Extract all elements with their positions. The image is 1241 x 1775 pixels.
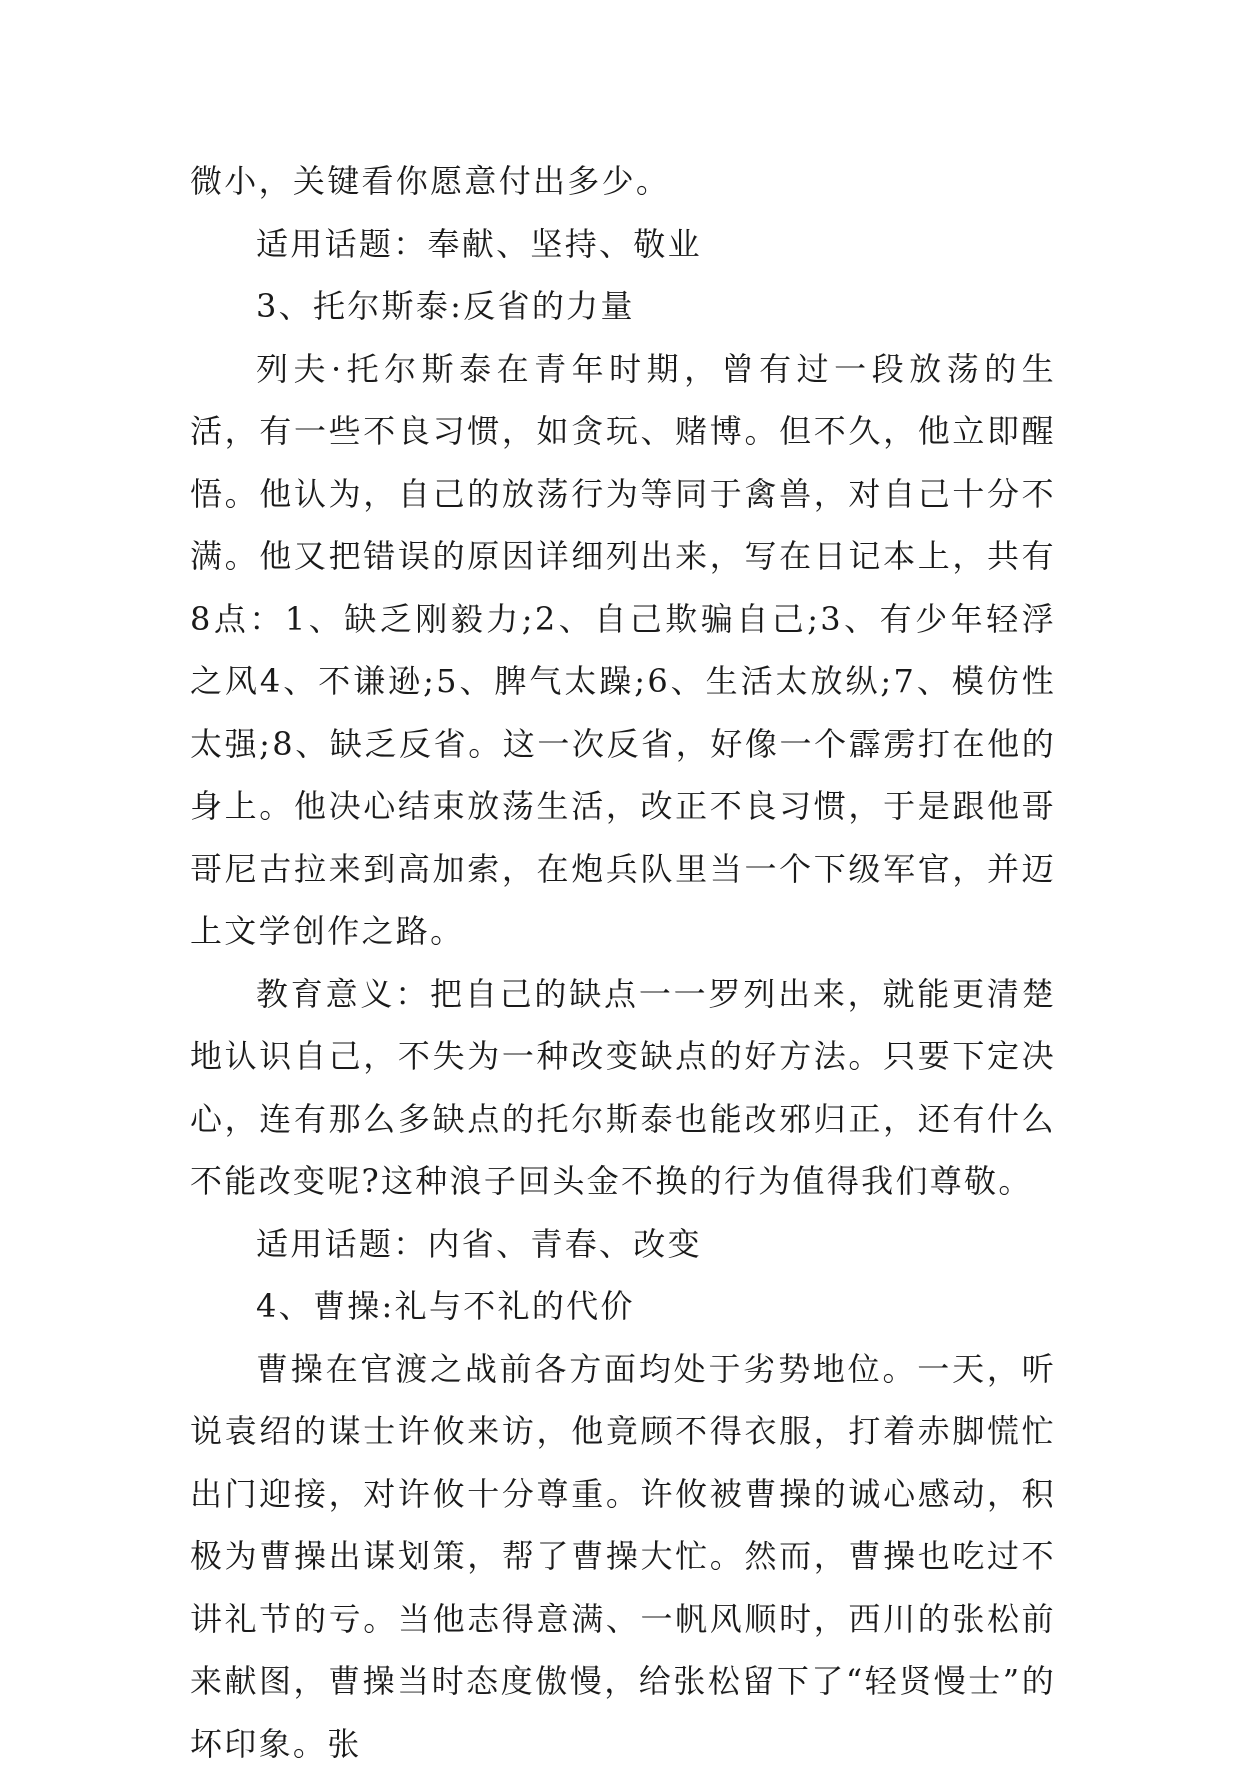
section-heading-tolstoy: 3、托尔斯泰:反省的力量: [190, 275, 1056, 338]
paragraph-topics-2: 适用话题：内省、青春、改变: [190, 1213, 1056, 1276]
paragraph-caocao-story: 曹操在官渡之战前各方面均处于劣势地位。一天，听说袁绍的谋士许攸来访，他竟顾不得衣服，打着赤脚慌忙出门迎接，对许攸十分尊重。许攸被曹操的诚心感动，积极为曹操出谋划策，帮了曹操大忙。然而，曹操也吃过不讲礼节的亏。当他志得意满、一帆风顺时，西川的张松前来献图，曹操当时态度傲慢，给张松留下了“轻贤慢士”的坏印象。张: [190, 1338, 1056, 1775]
paragraph-tolstoy-meaning: 教育意义：把自己的缺点一一罗列出来，就能更清楚地认识自己，不失为一种改变缺点的好方法。只要下定决心，连有那么多缺点的托尔斯泰也能改邪归正，还有什么不能改变呢?这种浪子回头金不换的行为值得我们尊敬。: [190, 963, 1056, 1213]
section-heading-caocao: 4、曹操:礼与不礼的代价: [190, 1275, 1056, 1338]
document-body: [190, 150, 1056, 1775]
paragraph-tolstoy-story: 列夫·托尔斯泰在青年时期，曾有过一段放荡的生活，有一些不良习惯，如贪玩、赌博。但不久，他立即醒悟。他认为，自己的放荡行为等同于禽兽，对自己十分不满。他又把错误的原因详细列出来，写在日记本上，共有8点：1、缺乏刚毅力;2、自己欺骗自己;3、有少年轻浮之风4、不谦逊;5、脾气太躁;6、生活太放纵;7、模仿性太强;8、缺乏反省。这一次反省，好像一个霹雳打在他的身上。他决心结束放荡生活，改正不良习惯，于是跟他哥哥尼古拉来到高加索，在炮兵队里当一个下级军官，并迈上文学创作之路。: [190, 338, 1056, 963]
paragraph-topics-1: 适用话题：奉献、坚持、敬业: [190, 213, 1056, 276]
paragraph-continuation: 微小，关键看你愿意付出多少。: [190, 150, 1056, 213]
